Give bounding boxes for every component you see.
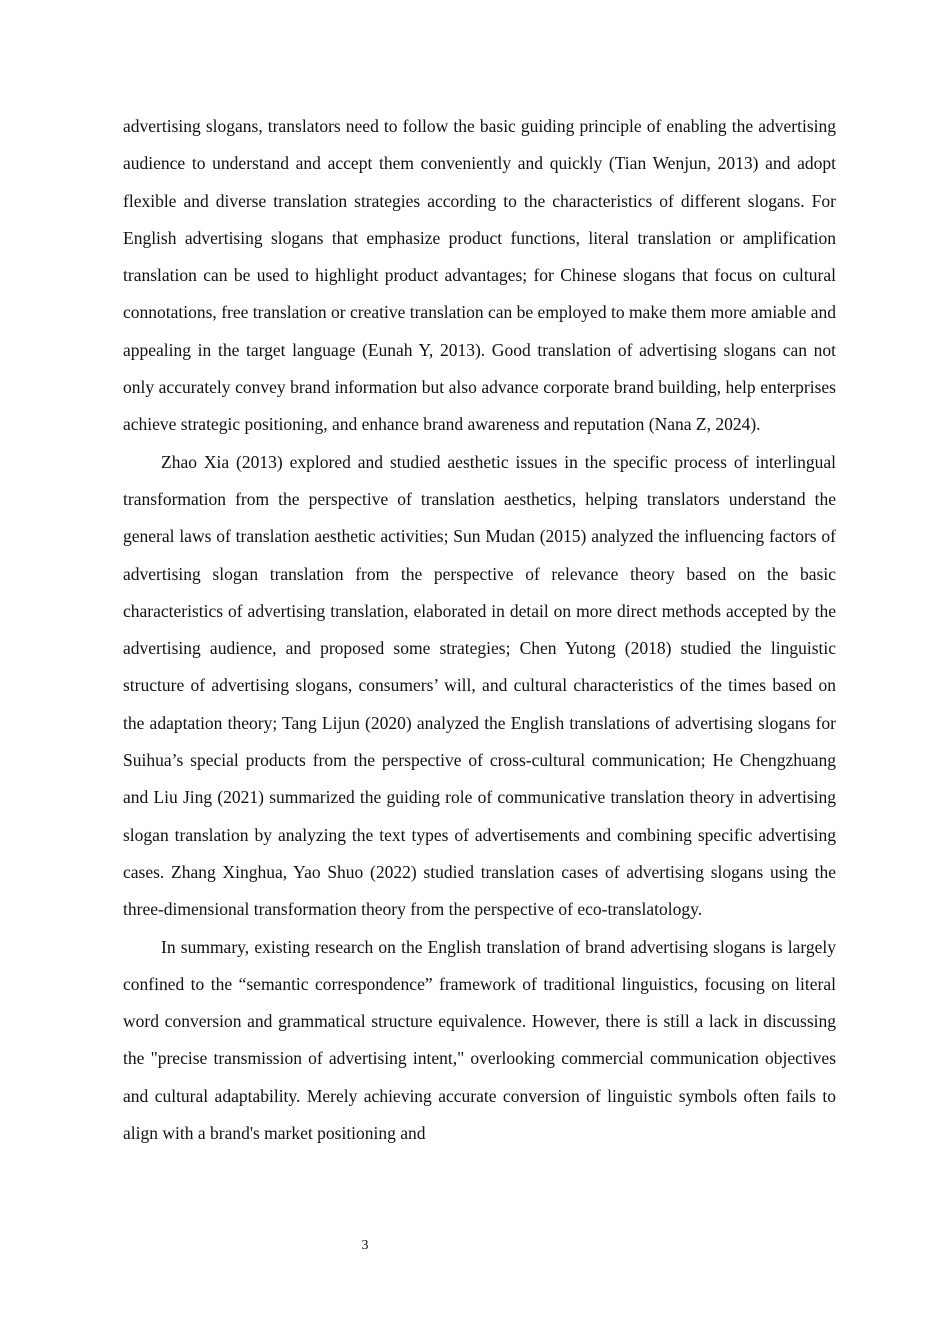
paragraph-literature-review: Zhao Xia (2013) explored and studied aesthetic issues in the specific process of interlingual transformation from the perspective of translation aesthetics, helping translators understand the general laws of translation aesthetic activities; Sun Mudan (2015) analyzed the influencing factors of advertising slogan translation from the perspective of relevance theory based on the basic characteristics of advertising translation, elaborated in detail on more direct methods accepted by the advertising audience, and proposed some strategies; Chen Yutong (2018) studied the linguistic structure of advertising slogans, consumers’ will, and cultural characteristics of the times based on the adaptation theory; Tang Lijun (2020) analyzed the English translations of advertising slogans for Suihua’s special products from the perspective of cross-cultural communication; He Chengzhuang and Liu Jing (2021) summarized the guiding role of communicative translation theory in advertising slogan translation by analyzing the text types of advertisements and combining specific advertising cases. Zhang Xinghua, Yao Shuo (2022) studied translation cases of advertising slogans using the three-dimensional transformation theory from the perspective of eco-translatology. [123, 451, 836, 920]
body-text [123, 108, 836, 1152]
page-number: 3 [361, 1238, 369, 1253]
paragraph-summary: In summary, existing research on the English translation of brand advertising slogans is largely confined to the “semantic correspondence” framework of traditional linguistics, focusing on literal word conversion and grammatical structure equivalence. However, there is still a lack in discussing the "precise transmission of advertising intent," overlooking commercial communication objectives and cultural adaptability. Merely achieving accurate conversion of linguistic symbols often fails to align with a brand's market positioning and [123, 936, 836, 1144]
paragraph-continuation: advertising slogans, translators need to follow the basic guiding principle of enabling the advertising audience to understand and accept them conveniently and quickly (Tian Wenjun, 2013) and adopt flexible and diverse translation strategies according to the characteristics of different slogans. For English advertising slogans that emphasize product functions, literal translation or amplification translation can be used to highlight product advantages; for Chinese slogans that focus on cultural connotations, free translation or creative translation can be employed to make them more amiable and appealing in the target language (Eunah Y, 2013). Good translation of advertising slogans can not only accurately convey brand information but also advance corporate brand building, help enterprises achieve strategic positioning, and enhance brand awareness and reputation (Nana Z, 2024). [123, 116, 836, 435]
